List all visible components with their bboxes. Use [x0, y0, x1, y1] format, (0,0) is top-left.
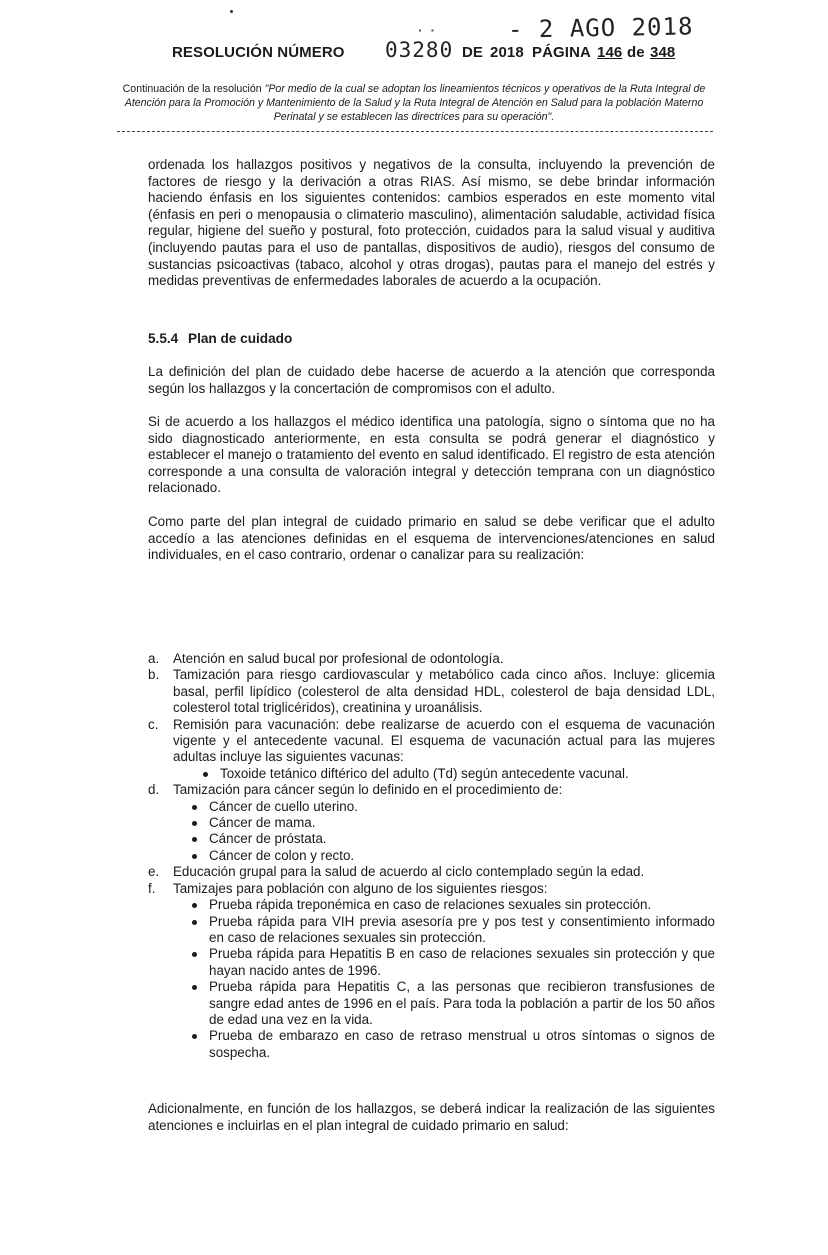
- bullet-item: Prueba rápida para Hepatitis B en caso de relaciones sexuales sin protección y que hayan nacido antes de 1996.: [190, 946, 715, 979]
- list-item-text: Remisión para vacunación: debe realizarse de acuerdo con el esquema de vacunación vigente y el antecedente vacunal. El esquema de vacunación actual para las mujeres adultas incluye las siguientes vacunas:: [173, 716, 715, 765]
- list-item-text: Educación grupal para la salud de acuerdo al ciclo contemplado según la edad.: [173, 864, 645, 880]
- bullet-item: Prueba rápida treponémica en caso de relaciones sexuales sin protección.: [190, 897, 715, 913]
- bullet-item: Toxoide tetánico diftérico del adulto (Td) según antecedente vacunal.: [201, 766, 715, 782]
- paragraph-text: ordenada los hallazgos positivos y negativos de la consulta, incluyendo la prevención de factores de riesgo y la derivación a otras RIAS. Así mismo, se debe brindar información haciendo énfasis en los siguientes contenidos: cambios esperados en este momento vital (énfasis en peri o menopausia o climaterio masculino), alimentación saludable, actividad física regular, higiene del sueño y postural, foto protección, cuidados para la salud visual y auditiva (incluyendo pautas para el uso de pantallas, dispositivos de audio), riesgos del consumo de sustancias psicoactivas (tabaco, alcohol y otras drogas), pautas para el manejo del estrés y medidas preventivas de enfermedades laborales de acuerdo a la ocupación.: [148, 157, 715, 289]
- list-marker: f.: [148, 880, 156, 896]
- list-marker: a.: [148, 651, 160, 666]
- paragraph-text: Si de acuerdo a los hallazgos el médico identifica una patología, signo o síntoma que no ha sido diagnosticado anteriormente, en esta consulta se podrá generar el diagnóstico y establecer el manejo o tratamiento del evento en salud identificado. El registro de esta atención corresponde a una consulta de valoración integral y detección temprana con un diagnóstico relacionado.: [148, 414, 715, 496]
- paragraph-integral-plan: [148, 514, 715, 564]
- continuation-prefix: Continuación de la resolución: [122, 83, 262, 95]
- continuation-note: [110, 82, 718, 124]
- stamp-marks: · ·: [418, 22, 438, 38]
- list-item-d: [148, 782, 715, 864]
- bullet-item: Prueba rápida para Hepatitis C, a las personas que recibieron transfusiones de sangre edad antes de 1996 en el país. Para toda la población a partir de los 50 años de edad una vez en la vida.: [190, 979, 715, 1028]
- bullet-item: Prueba de embarazo en caso de retraso menstrual u otros síntomas o signos de sospecha.: [190, 1028, 715, 1061]
- vaccine-bullets: [201, 766, 715, 782]
- resolution-label: RESOLUCIÓN NÚMERO: [172, 44, 345, 61]
- resolution-header: [172, 38, 676, 68]
- list-marker: c.: [148, 716, 159, 732]
- list-item-text: Tamizajes para población con alguno de los siguientes riesgos:: [173, 880, 548, 896]
- bullet-item: Cáncer de cuello uterino.: [190, 799, 715, 815]
- list-item-text: Tamización para cáncer según lo definido en el procedimiento de:: [173, 782, 563, 798]
- paragraph-text: Como parte del plan integral de cuidado primario en salud se debe verificar que el adulto accedío a las atenciones definidas en el esquema de intervenciones/atenciones en salud individuales, en el caso contrario, ordenar o canalizar para su realización:: [148, 514, 715, 563]
- resolution-de-label: DE: [462, 44, 484, 61]
- header-divider: [117, 131, 713, 132]
- list-marker: d.: [148, 782, 160, 798]
- paragraph-additional: [148, 1101, 715, 1134]
- bullet-item: Cáncer de próstata.: [190, 831, 715, 847]
- section-number: 5.5.4: [148, 331, 179, 346]
- date-stamp: - 2 AGO 2018: [507, 12, 694, 44]
- cancer-bullets: [190, 799, 715, 865]
- list-item-c: [148, 717, 715, 783]
- resolution-number: 03280: [385, 38, 454, 62]
- list-item-text: Tamización para riesgo cardiovascular y metabólico cada cinco años. Incluye: glicemia basal, perfil lipídico (colesterol de alta densidad HDL, colesterol de baja densidad LDL, colesterol total triglicéridos), creatinina y uroanálisis.: [173, 667, 715, 716]
- page-label: PÁGINA: [532, 44, 591, 61]
- section-heading: [148, 331, 292, 346]
- total-pages: 348: [650, 44, 676, 61]
- paragraph-plan-definition: [148, 364, 715, 397]
- page-de-label: de: [627, 44, 645, 61]
- list-item-a: [148, 651, 715, 667]
- paragraph-text: Adicionalmente, en función de los hallazgos, se deberá indicar la realización de las siguientes atenciones e incluirlas en el plan integral de cuidado primario en salud:: [148, 1101, 715, 1133]
- list-item-text: Atención en salud bucal por profesional de odontología.: [173, 651, 504, 666]
- continuation-title: "Por medio de la cual se adoptan los lineamientos técnicos y operativos de la Ruta Integral de Atención para la Promoción y Mantenimiento de la Salud y la Ruta Integral de Atención en Salud para la población Materno Perinatal y se establecen las directrices para su operación".: [124, 83, 706, 123]
- list-item-f: [148, 881, 715, 1061]
- list-item-e: [148, 864, 715, 880]
- care-list: [148, 651, 715, 1061]
- paragraph-text: La definición del plan de cuidado debe hacerse de acuerdo a la atención que corresponda según los hallazgos y la concertación de compromisos con el adulto.: [148, 364, 715, 396]
- paragraph-intro: [148, 157, 715, 290]
- list-marker: e.: [148, 864, 160, 880]
- bullet-item: Prueba rápida para VIH previa asesoría pre y pos test y consentimiento informado en caso de relaciones sexuales sin protección.: [190, 914, 715, 947]
- list-item-b: [148, 667, 715, 716]
- scan-dot: [230, 10, 233, 13]
- screening-bullets: [190, 897, 715, 1061]
- resolution-year: 2018: [490, 44, 524, 61]
- section-title: Plan de cuidado: [188, 331, 293, 346]
- paragraph-diagnosis: [148, 414, 715, 497]
- bullet-item: Cáncer de colon y recto.: [190, 848, 715, 864]
- page-number: 146: [597, 44, 623, 61]
- bullet-item: Cáncer de mama.: [190, 815, 715, 831]
- list-marker: b.: [148, 667, 160, 683]
